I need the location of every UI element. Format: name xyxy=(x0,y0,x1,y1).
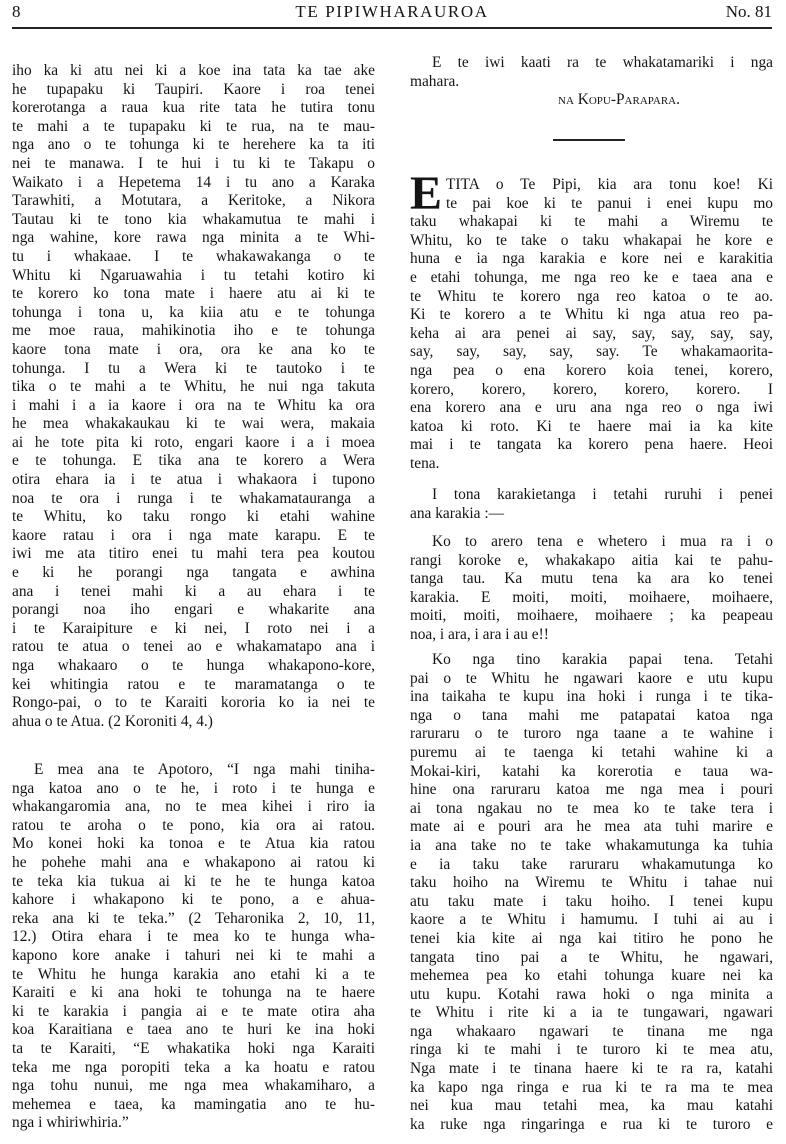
author-signature: na Kopu-Parapara. xyxy=(558,91,680,108)
text-line: katoa ki roto. Ki te haere mai ia ka kite xyxy=(410,417,773,435)
text-line: ena korero ana e uru ana nga reo o nga iwi xyxy=(410,399,773,417)
text-line: E te iwi kaati ra te whakatamariki i nga xyxy=(432,54,773,71)
text-line: nga o tana mahi me patapatai katoa nga xyxy=(410,706,773,724)
text-line: Tarawhiti, a Motutara, a Keritoke, a Nikora xyxy=(12,192,375,210)
text-line: ringa ki te mahi i te turoro ki te mea atu, xyxy=(410,1041,773,1059)
text-line: taku hoiho na Wiremu te Whitu i tahae nui xyxy=(410,874,773,892)
text-line: raruraru o te turoro nga taane a te wahine i xyxy=(410,725,773,743)
text-line: te Whitu he hunga karakia ano etahi ki a te xyxy=(12,965,375,983)
text-line: Tautau ki te tono kia whakamutua te mahi i xyxy=(12,210,375,228)
text-line: pai o te Whitu he ngawari kaore e utu kupu xyxy=(410,669,773,687)
text-line: he mea whakakaukau ki te wai wera, makaia xyxy=(12,415,375,433)
text-line: tanga tau. Ka mutu tena ka ara ko tenei xyxy=(410,570,773,588)
closing-paragraph xyxy=(410,54,773,91)
text-line: Karaiti e ki ana hoki te tohunga na te haere xyxy=(12,984,375,1002)
text-line: Waikato i a Hepetema 14 i tu ano a Karaka xyxy=(12,173,375,191)
text-line: te korero ko tona mate i haere atu ai ki te xyxy=(12,285,375,303)
text-line: e te tohunga. E tika ana te korero a Wera xyxy=(12,452,375,470)
text-line: I tona karakietanga i tetahi ruruhi i penei xyxy=(432,486,773,503)
text-line: ta te Karaiti, “E whakatika hoki nga Karaiti xyxy=(12,1039,375,1057)
text-line: mai i te tangata ka korero pena haere. Heoi xyxy=(410,436,773,454)
text-line: te Whitu te korero nga reo katoa o te ao. xyxy=(410,287,773,305)
article-paragraph xyxy=(12,62,375,731)
text-line: puremu ai te taenga ki tetahi wahine ki a xyxy=(410,743,773,761)
text-line: e ia taku take raruraru whakamutunga ko xyxy=(410,855,773,873)
text-line: porangi noa iho engari e whakarite ana xyxy=(12,601,375,619)
text-line: teka me nga poropiti teka a ka hoatu e ratou xyxy=(12,1058,375,1076)
text-line: iwi me ata titiro enei tu mahi tera pea koutou xyxy=(12,545,375,563)
text-line: Whitu, ko te take o taku whakapai he kore e xyxy=(410,231,773,249)
text-line: koa Karaitiana e taea ano te huri ke ina hoki xyxy=(12,1021,375,1039)
text-line: ka ruke nga ringaringa e rua ki te turoro e xyxy=(410,1115,773,1133)
text-line: Nga mate i te tinana haere ki te ra ra, katahi xyxy=(410,1060,773,1078)
text-line: tohunga i tona u, ka kiia atu e te tohunga xyxy=(12,303,375,321)
text-line: say, say, say, say, say. Te whakamaorita- xyxy=(410,343,773,361)
text-line: kaore tona mate i ora, ora ke ana ko te xyxy=(12,340,375,358)
text-line: hine ona raruraru katoa me nga mea i pouri xyxy=(410,781,773,799)
text-line: keha ai ara penei ai say, say, say, say, say, xyxy=(410,324,773,342)
text-line: iho ka ki atu nei ki a koe ina tata ka tae ake xyxy=(12,62,375,79)
text-line: ratou te atua o tenei ao e whakamatapo ana i xyxy=(12,638,375,656)
text-line: karakia. E moiti, moiti, moihaere, moihaere, xyxy=(410,588,773,606)
text-line: me moe raua, mahikinotia iho e te tohunga xyxy=(12,322,375,340)
text-line: te teka kia tukua ai ki te he te hunga katoa xyxy=(12,872,375,890)
text-line: E mea ana te Apotoro, “I nga mahi tiniha- xyxy=(34,761,375,778)
text-line: ana karakia :— xyxy=(410,504,505,522)
text-line: e etahi tohunga, me nga reo ke e taea ana e xyxy=(410,268,773,286)
text-line: korerotanga a raua kua rite tata he tutira tonu xyxy=(12,99,375,117)
text-line: ia ana take no te take whakamutunga ka tuhia xyxy=(410,836,773,854)
text-line: Whitu ki Ngaruawahia i tu tetahi kotiro ki xyxy=(12,266,375,284)
text-line: Rongo-pai, o to te Karaiti kororia ko ia nei te xyxy=(12,694,375,712)
text-line: tenei kia kite ai nga kai titiro he pono he xyxy=(410,929,773,947)
text-line: he tupapaku ki Taupiri. Kaore i roa tenei xyxy=(12,80,375,98)
text-line: he pohehe mahi ana e whakapono ai ratou ki xyxy=(12,853,375,871)
letter-paragraph xyxy=(410,167,773,474)
text-line: Ki te korero a te Whitu ki nga atua reo pa- xyxy=(410,306,773,324)
header-rule xyxy=(12,27,772,29)
text-line: huna e ia nga karakia e kore nei e karakitia xyxy=(410,250,773,268)
text-line: e ki he porangi nga tangata e awhina xyxy=(12,564,375,582)
prayer-paragraph xyxy=(410,533,773,645)
text-line: nga tohu nunui, me nga mea whakamiharo, a xyxy=(12,1077,375,1095)
text-line: kapono kore anake i tahuri nei ki te mahi a xyxy=(12,946,375,964)
text-line: Mo konei hoki ka tonoa e te Atua kia ratou xyxy=(12,835,375,853)
text-line: kahore i whakapono ki te pono, a e ahua- xyxy=(12,891,375,909)
text-line: mehemea pea ko etahi tohunga kuare nei ka xyxy=(410,967,773,985)
text-line: ina taikaha te kupu ina hoki i runga i te tika- xyxy=(410,688,773,706)
page-header xyxy=(12,2,772,26)
text-line: tu i whakaae. I te whakawakanga o te xyxy=(12,247,375,265)
text-line: te pai koe ki te panui i enei kupu mo xyxy=(446,194,773,212)
text-line: tika o te mahi a te Whitu, he nui nga takuta xyxy=(12,378,375,396)
text-line: ana i tenei mahi ki a au ehara i te xyxy=(12,582,375,600)
newspaper-title: TE PIPIWHARAUROA xyxy=(295,2,489,21)
text-line: ai he tote pita ki roto, engari kaore i a i moea xyxy=(12,433,375,451)
text-line: moiti, moiti, moihaere, moihaere ; ka peapeau xyxy=(410,607,773,625)
text-line: i mahi i a ia kaore i ora na te Whitu ka ora xyxy=(12,396,375,414)
text-line: mahara. xyxy=(410,72,460,90)
text-line: nga ano o te tohunga ki te herehere ka ta iti xyxy=(12,136,375,154)
text-line: nei kua mau tetahi mea, ka mau katahi xyxy=(410,1097,773,1115)
text-line: te Whitu, ko taku rongo ki etahi wahine xyxy=(12,508,375,526)
text-line: noa te ora i runga i te whakamatauranga a xyxy=(12,489,375,507)
text-line: ki te karakia i pangia ai e te mate otira aha xyxy=(12,1002,375,1020)
drop-cap: E xyxy=(410,167,443,220)
text-line: reka ana ki te teka.” (2 Teharonika 2, 10, 11, xyxy=(12,909,375,927)
page-number: 8 xyxy=(12,2,21,21)
text-line: te mahi a te tupapaku ki te rua, na te mau- xyxy=(12,117,375,135)
text-line: nga whakaaro ngawari te tinana me nga xyxy=(410,1022,773,1040)
text-line: nga pea o ena korero koia tenei, korero, xyxy=(410,361,773,379)
text-line: korero, korero, korero, korero, korero. I xyxy=(410,380,773,398)
text-line: taku whakapai ki te mahi a Wiremu te xyxy=(410,213,773,231)
section-divider xyxy=(553,139,625,141)
text-line: tohunga. I tu a Wera ki te tautoko i te xyxy=(12,359,375,377)
text-line: Mokai-kiri, katahi ka korerotia e taua wa- xyxy=(410,762,773,780)
text-line: te Whitu i rite ki a ia te tungawari, ngawari xyxy=(410,1004,773,1022)
issue-number: No. 81 xyxy=(725,2,772,21)
text-line: Ko nga tino karakia papai tena. Tetahi xyxy=(432,651,773,668)
text-line: kaore ratau i ora i nga mate karapu. E te xyxy=(12,526,375,544)
text-line: kaore a te Whitu i hamumu. I tuhi ai au i xyxy=(410,911,773,929)
text-line: whakangaromia ana, no te mea kihei i riro ia xyxy=(12,798,375,816)
text-line: mate ai e pouri ara he mea ata tuhi marire e xyxy=(410,818,773,836)
text-line: noa, i ara, i ara i au e!! xyxy=(410,625,549,643)
text-line: atu taku mate i taku hoiho. I tenei kupu xyxy=(410,892,773,910)
text-line: utu kupu. Kotahi rawa hoki o nga minita a xyxy=(410,985,773,1003)
text-line: nga whakaaro o te hunga whakapono-kore, xyxy=(12,657,375,674)
text-line: rangi koroke e, whakakapo aitia kai te pahu- xyxy=(410,551,773,569)
text-line: mehemea e taea, ka mamingatia ano te hu- xyxy=(12,1095,375,1113)
text-line: ahua o te Atua. (2 Koroniti 4, 4.) xyxy=(12,712,213,730)
text-line: tangata tino pai a te Whitu, he ngawari, xyxy=(410,948,773,966)
text-line: ka kapo nga ringa e rua ki te ra ma te mea xyxy=(410,1078,773,1096)
text-line: otira ehara ia i te atua i whakaora i tupono xyxy=(12,471,375,489)
text-line: nga wahine, kore rawa nga minita a te Whi- xyxy=(12,229,375,247)
text-line: nei te manawa. I te hui i tu ki te Takapu o xyxy=(12,154,375,172)
text-line: kei whitingia ratou e te maramatanga o te xyxy=(12,675,375,693)
apostle-quote-paragraph xyxy=(12,761,375,1133)
letter-paragraph xyxy=(410,486,773,523)
text-line: nga katoa ano o te he, i roto i te hunga e xyxy=(12,779,375,797)
letter-paragraph xyxy=(410,651,773,1134)
text-line: ratou te aroha o te pono, kia ora ai ratou. xyxy=(12,816,375,834)
text-line: Ko to arero tena e whetero i mua ra i o xyxy=(432,533,773,550)
text-line: tena. xyxy=(410,454,440,472)
text-line: nga i whiriwhiria.” xyxy=(12,1114,129,1132)
text-line: ai tona ngakau no te mea ko te take tera i xyxy=(410,799,773,817)
text-line: TITA o Te Pipi, kia ara tonu koe! Ki xyxy=(446,176,773,193)
text-line: 12.) Otira ehara i te mea ko te hunga wha- xyxy=(12,928,375,946)
text-line: i te Karaipiture e ki nei, I roto nei i a xyxy=(12,619,375,637)
